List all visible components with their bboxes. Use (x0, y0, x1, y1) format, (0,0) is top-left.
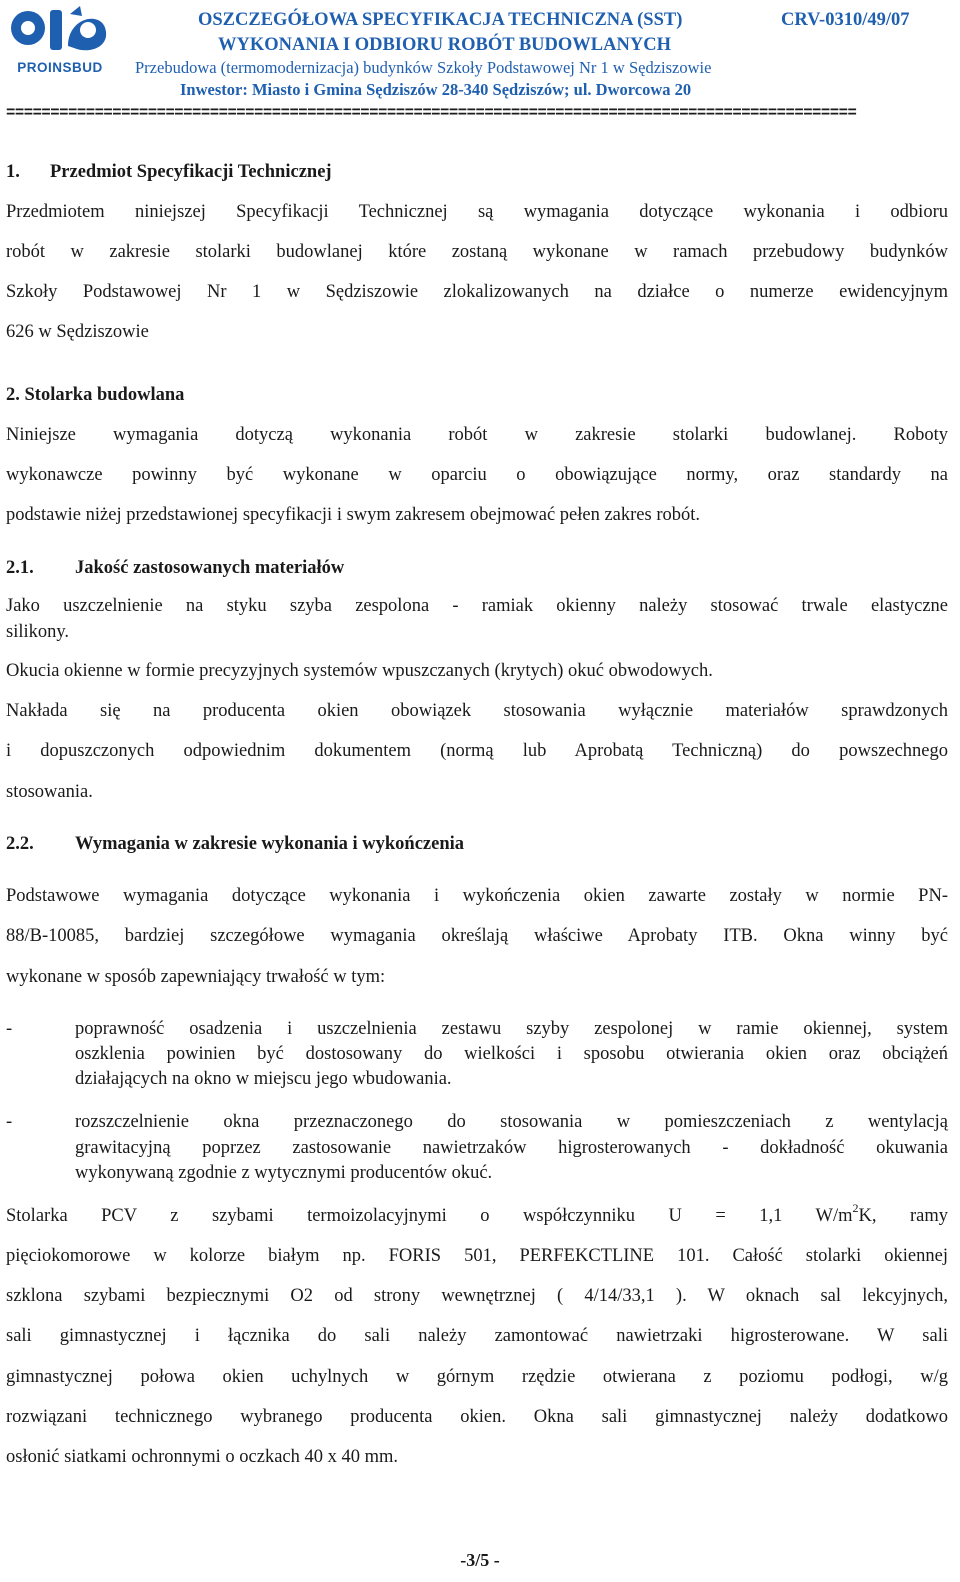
section-2-2-title: Wymagania w zakresie wykonania i wykończenia (75, 834, 465, 854)
section-2-1-line: Nakłada się na producenta okien obowiązek stosowania wyłącznie materiałów sprawdzonych (6, 701, 948, 721)
bullet-1-line: działających na okno w miejscu jego wbudowania. (75, 1069, 452, 1089)
section-2-1-line: silikony. (6, 622, 70, 642)
section-2-1-line: stosowania. (6, 782, 93, 802)
pcv-line: pięciokomorowe w kolorze białym np. FORIS 501, PERFEKCTLINE 101. Całość stolarki okiennej (6, 1246, 948, 1266)
document-code: CRV-0310/49/07 (781, 10, 910, 30)
pcv-superscript: 2 (852, 1201, 859, 1215)
logo-text: PROINSBUD (17, 60, 103, 75)
section-2-2-number: 2.2. (6, 834, 34, 854)
pcv-line: sali gimnastycznej i łącznika do sali należy zamontować nawietrzaki higrosterowane. W sali (6, 1326, 948, 1346)
section-2-line: wykonawcze powinny być wykonane w oparciu o obowiązujące normy, oraz standardy na (6, 465, 948, 485)
bullet-1-line: oszklenia powinien być dostosowany do wielkości i sposobu otwierania okien oraz obciążeń (75, 1044, 948, 1064)
pcv-text: Stolarka PCV z szybami termoizolacyjnymi o współczynniku U = 1,1 W/m (6, 1206, 853, 1226)
page-number: -3/5 - (460, 1550, 500, 1570)
section-1-title: Przedmiot Specyfikacji Technicznej (50, 162, 332, 182)
section-2-2-line: wykonane w sposób zapewniający trwałość w tym: (6, 967, 386, 987)
project-name: Przebudowa (termomodernizacja) budynków Szkoły Podstawowej Nr 1 w Sędziszowie (135, 58, 712, 77)
section-1-line: robót w zakresie stolarki budowlanej które zostaną wykonane w ramach przebudowy budynków (6, 242, 948, 262)
bullet-2-line: rozszczelnienie okna przeznaczonego do stosowania w pomieszczeniach z wentylacją (75, 1112, 948, 1132)
bullet-1-line: poprawność osadzenia i uszczelnienia zestawu szyby zespolonej w ramie okiennej, system (75, 1019, 948, 1039)
section-2-line: Niniejsze wymagania dotyczą wykonania robót w zakresie stolarki budowlanej. Roboty (6, 425, 948, 445)
pcv-line (6, 1201, 948, 1227)
section-1-line: 626 w Sędziszowie (6, 322, 149, 342)
pcv-line: rozwiązani technicznego wybranego producenta okien. Okna sali gimnastycznej należy dodatkowo (6, 1407, 948, 1427)
section-2-1-line: Jako uszczelnienie na styku szyba zespolona - ramiak okienny należy stosować trwale elastyczne (6, 596, 948, 616)
pcv-line: szklona szybami bezpiecznymi O2 od strony wewnętrznej ( 4/14/33,1 ). W oknach sal lekcyjnych, (6, 1286, 948, 1306)
section-2-2-line: Podstawowe wymagania dotyczące wykonania i wykończenia okien zawarte zostały w normie PN- (6, 886, 948, 906)
section-2-1-line: Okucia okienne w formie precyzyjnych systemów wpuszczanych (krytych) okuć obwodowych. (6, 661, 713, 681)
bullet-2-line: grawitacyjną poprzez zastosowanie nawietrzaków higrosterowanych - dokładność okuwania (75, 1138, 948, 1158)
section-2-line: podstawie niżej przedstawionej specyfikacji i swym zakresem obejmować pełen zakres robót. (6, 505, 701, 525)
section-1-number: 1. (6, 162, 20, 182)
section-1-line: Szkoły Podstawowej Nr 1 w Sędziszowie zlokalizowanych na działce o numerze ewidencyjnym (6, 282, 948, 302)
header-separator: ================================================================================================ (6, 104, 857, 122)
section-2-2-line: 88/B-10085, bardziej szczegółowe wymagania określają właściwe Aprobaty ITB. Okna winny być (6, 926, 948, 946)
section-2-1-number: 2.1. (6, 558, 34, 578)
spec-subtitle: WYKONANIA I ODBIORU ROBÓT BUDOWLANYCH (218, 35, 671, 55)
investor-line: Inwestor: Miasto i Gmina Sędziszów 28-340 Sędziszów; ul. Dworcowa 20 (180, 80, 692, 99)
pcv-line: gimnastycznej połowa okien uchylnych w górnym rzędzie otwierana z poziomu podłogi, w/g (6, 1367, 948, 1387)
section-2-heading: 2. Stolarka budowlana (6, 385, 185, 405)
spec-title: OSZCZEGÓŁOWA SPECYFIKACJA TECHNICZNA (SST) (198, 10, 683, 30)
section-1-line: Przedmiotem niniejszej Specyfikacji Technicznej są wymagania dotyczące wykonania i odbioru (6, 202, 948, 222)
section-2-1-line: i dopuszczonych odpowiednim dokumentem (normą lub Aprobatą Techniczną) do powszechnego (6, 741, 948, 761)
bullet-dash: - (6, 1019, 13, 1039)
bullet-dash: - (6, 1112, 13, 1132)
pcv-line: osłonić siatkami ochronnymi o oczkach 40 x 40 mm. (6, 1447, 399, 1467)
section-2-1-title: Jakość zastosowanych materiałów (75, 558, 345, 578)
bullet-2-line: wykonywaną zgodnie z wytycznymi producentów okuć. (75, 1163, 493, 1183)
document-header (0, 0, 960, 100)
pcv-text-end: K, ramy (858, 1206, 948, 1226)
